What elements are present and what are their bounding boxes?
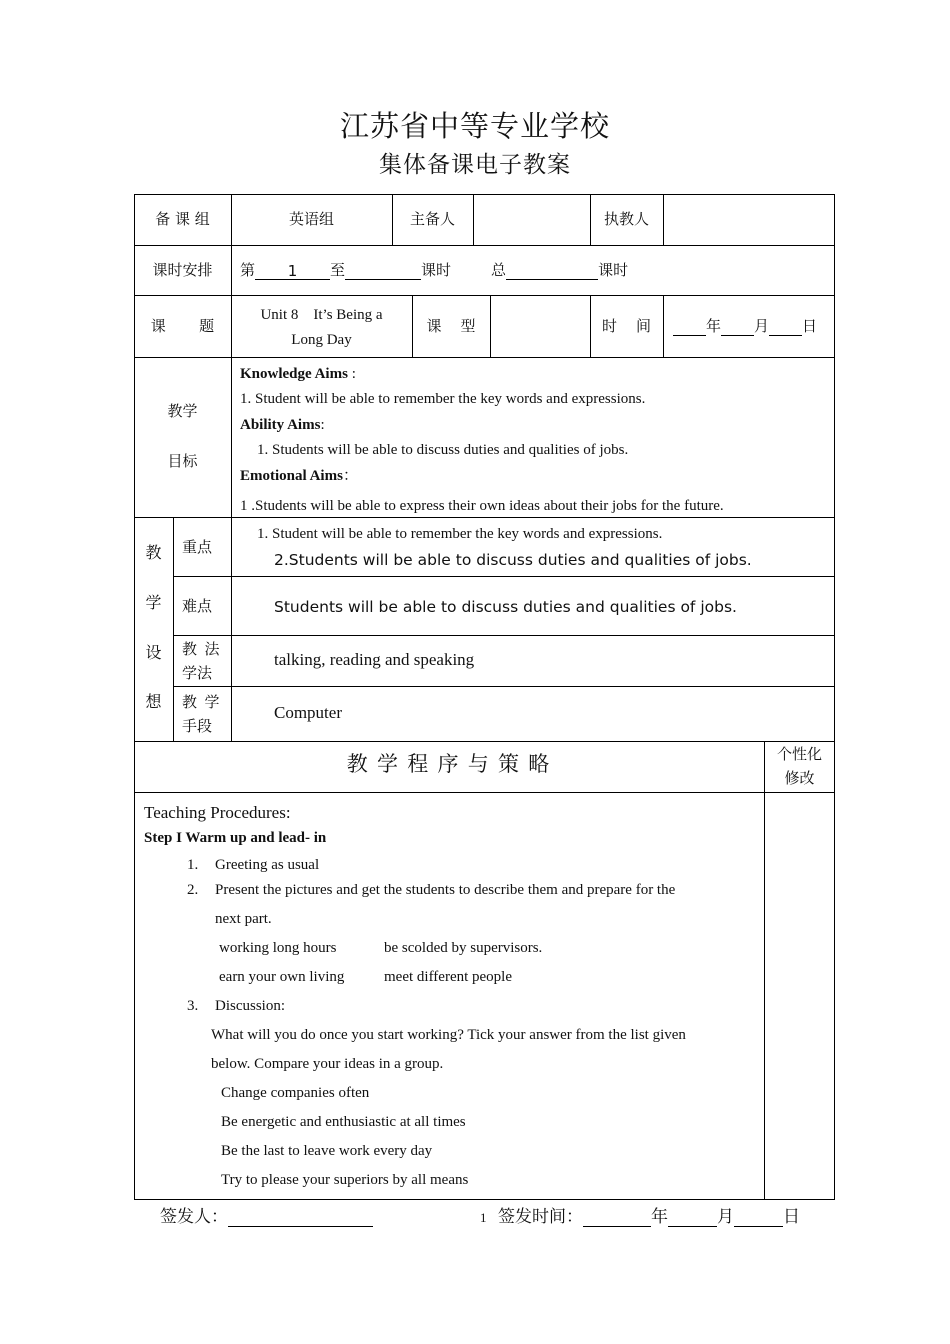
- group-label: 备 课 组: [155, 210, 210, 228]
- knowledge-aims-title: Knowledge Aims :: [240, 366, 356, 382]
- lead-preparer-label: 主备人: [409, 210, 455, 228]
- ability-aims-title: Ability Aims:: [240, 417, 325, 433]
- personalized-label-1: 个性化: [776, 747, 822, 763]
- emotional-aims-title: Emotional Aims：: [240, 468, 358, 484]
- schedule-label: 课时安排: [152, 261, 213, 279]
- signer-line: 签发人：: [160, 1206, 373, 1227]
- topic-line-1: Unit 8 It’s Being a: [260, 307, 383, 323]
- aims-label-top: 教学: [167, 402, 198, 420]
- col-divider: [764, 741, 765, 1200]
- procedure-heading: 教 学 程 序 与 策 略: [346, 752, 552, 776]
- step-1-title: Step I Warm up and lead- in: [144, 830, 327, 846]
- discussion-line-1: What will you do once you start working? Tick your answer from the list given: [211, 1027, 686, 1043]
- start-lesson-field[interactable]: 1: [255, 261, 330, 280]
- option-2: Be energetic and enthusiastic at all times: [221, 1114, 466, 1130]
- picture-phrase-b: be scolded by supervisors.: [384, 940, 543, 956]
- issue-year-field[interactable]: [583, 1206, 651, 1227]
- method-text: talking, reading and speaking: [274, 650, 475, 669]
- time-label: 时 间: [601, 317, 652, 335]
- ability-aim-1: 1. Students will be able to discuss duties and qualities of jobs.: [257, 442, 629, 458]
- procedures-title: Teaching Procedures:: [144, 803, 291, 822]
- option-3: Be the last to leave work every day: [221, 1143, 433, 1159]
- row-divider: [173, 686, 835, 687]
- signer-field[interactable]: [228, 1206, 373, 1227]
- school-title: 江苏省中等专业学校: [339, 109, 610, 143]
- item-3-number: 3.: [187, 998, 199, 1014]
- knowledge-aim-1: 1. Student will be able to remember the key words and expressions.: [240, 391, 646, 407]
- emotional-aim-1: 1 .Students will be able to express their own ideas about their jobs for the future.: [240, 498, 724, 514]
- row-divider: [134, 295, 835, 296]
- date-line: 年 月 日: [673, 316, 817, 336]
- option-4: Try to please your superiors by all means: [221, 1172, 469, 1188]
- page-number: 1: [480, 1210, 487, 1225]
- month-field[interactable]: [721, 317, 754, 336]
- topic-line-2: Long Day: [291, 332, 352, 348]
- year-field[interactable]: [673, 317, 706, 336]
- issue-date-line: 签发时间： 年 月 日: [498, 1207, 800, 1226]
- document-subtitle: 集体备课电子教案: [379, 152, 571, 178]
- topic-label: 课 题: [150, 317, 215, 335]
- key-points-label: 重点: [182, 540, 213, 556]
- teacher-label: 执教人: [603, 210, 649, 228]
- item-2-line-2: next part.: [215, 911, 272, 927]
- row-divider: [173, 576, 835, 577]
- issue-day-field[interactable]: [734, 1206, 783, 1227]
- group-value: 英语组: [288, 210, 334, 228]
- total-lessons-field[interactable]: [506, 261, 598, 280]
- item-2-line-1: Present the pictures and get the students to describe them and prepare for the: [215, 882, 676, 898]
- picture-phrase-c: earn your own living: [219, 969, 345, 985]
- day-field[interactable]: [769, 317, 802, 336]
- design-char-1: 教: [145, 543, 162, 562]
- difficult-point-text: Students will be able to discuss duties and qualities of jobs.: [274, 598, 737, 616]
- schedule-line: 第 1 至 课时 总 课时: [240, 261, 629, 280]
- option-1: Change companies often: [221, 1085, 370, 1101]
- row-divider: [173, 635, 835, 636]
- method-label-1: 教 法: [182, 642, 220, 658]
- row-divider: [134, 517, 835, 518]
- difficult-points-label: 难点: [182, 599, 213, 615]
- row-divider: [134, 741, 835, 742]
- end-lesson-field[interactable]: [345, 261, 421, 280]
- item-3-text: Discussion:: [215, 998, 286, 1014]
- picture-phrase-d: meet different people: [384, 969, 512, 985]
- item-1-text: Greeting as usual: [215, 857, 320, 873]
- row-divider: [134, 245, 835, 246]
- discussion-line-2: below. Compare your ideas in a group.: [211, 1056, 444, 1072]
- col-divider: [473, 194, 474, 246]
- row-divider: [134, 357, 835, 358]
- key-point-2: 2.Students will be able to discuss duties and qualities of jobs.: [274, 551, 752, 569]
- col-divider: [663, 295, 664, 358]
- method-label-2: 学法: [182, 666, 213, 682]
- col-divider: [663, 194, 664, 246]
- means-text: Computer: [274, 703, 342, 722]
- design-char-4: 想: [145, 692, 162, 711]
- col-divider: [231, 194, 232, 742]
- design-char-2: 学: [145, 593, 162, 612]
- item-2-number: 2.: [187, 882, 199, 898]
- picture-phrase-a: working long hours: [219, 940, 337, 956]
- aims-label-bottom: 目标: [167, 452, 198, 470]
- item-1-number: 1.: [187, 857, 199, 873]
- row-divider: [134, 792, 835, 793]
- lesson-type-label: 课 型: [426, 317, 476, 335]
- key-point-1: 1. Student will be able to remember the key words and expressions.: [257, 526, 663, 542]
- design-char-3: 设: [145, 643, 162, 662]
- means-label-1: 教 学: [182, 695, 220, 711]
- personalized-label-2: 修改: [784, 771, 815, 787]
- means-label-2: 手段: [182, 719, 213, 735]
- col-divider: [490, 295, 491, 358]
- col-divider: [173, 517, 174, 742]
- issue-month-field[interactable]: [668, 1206, 717, 1227]
